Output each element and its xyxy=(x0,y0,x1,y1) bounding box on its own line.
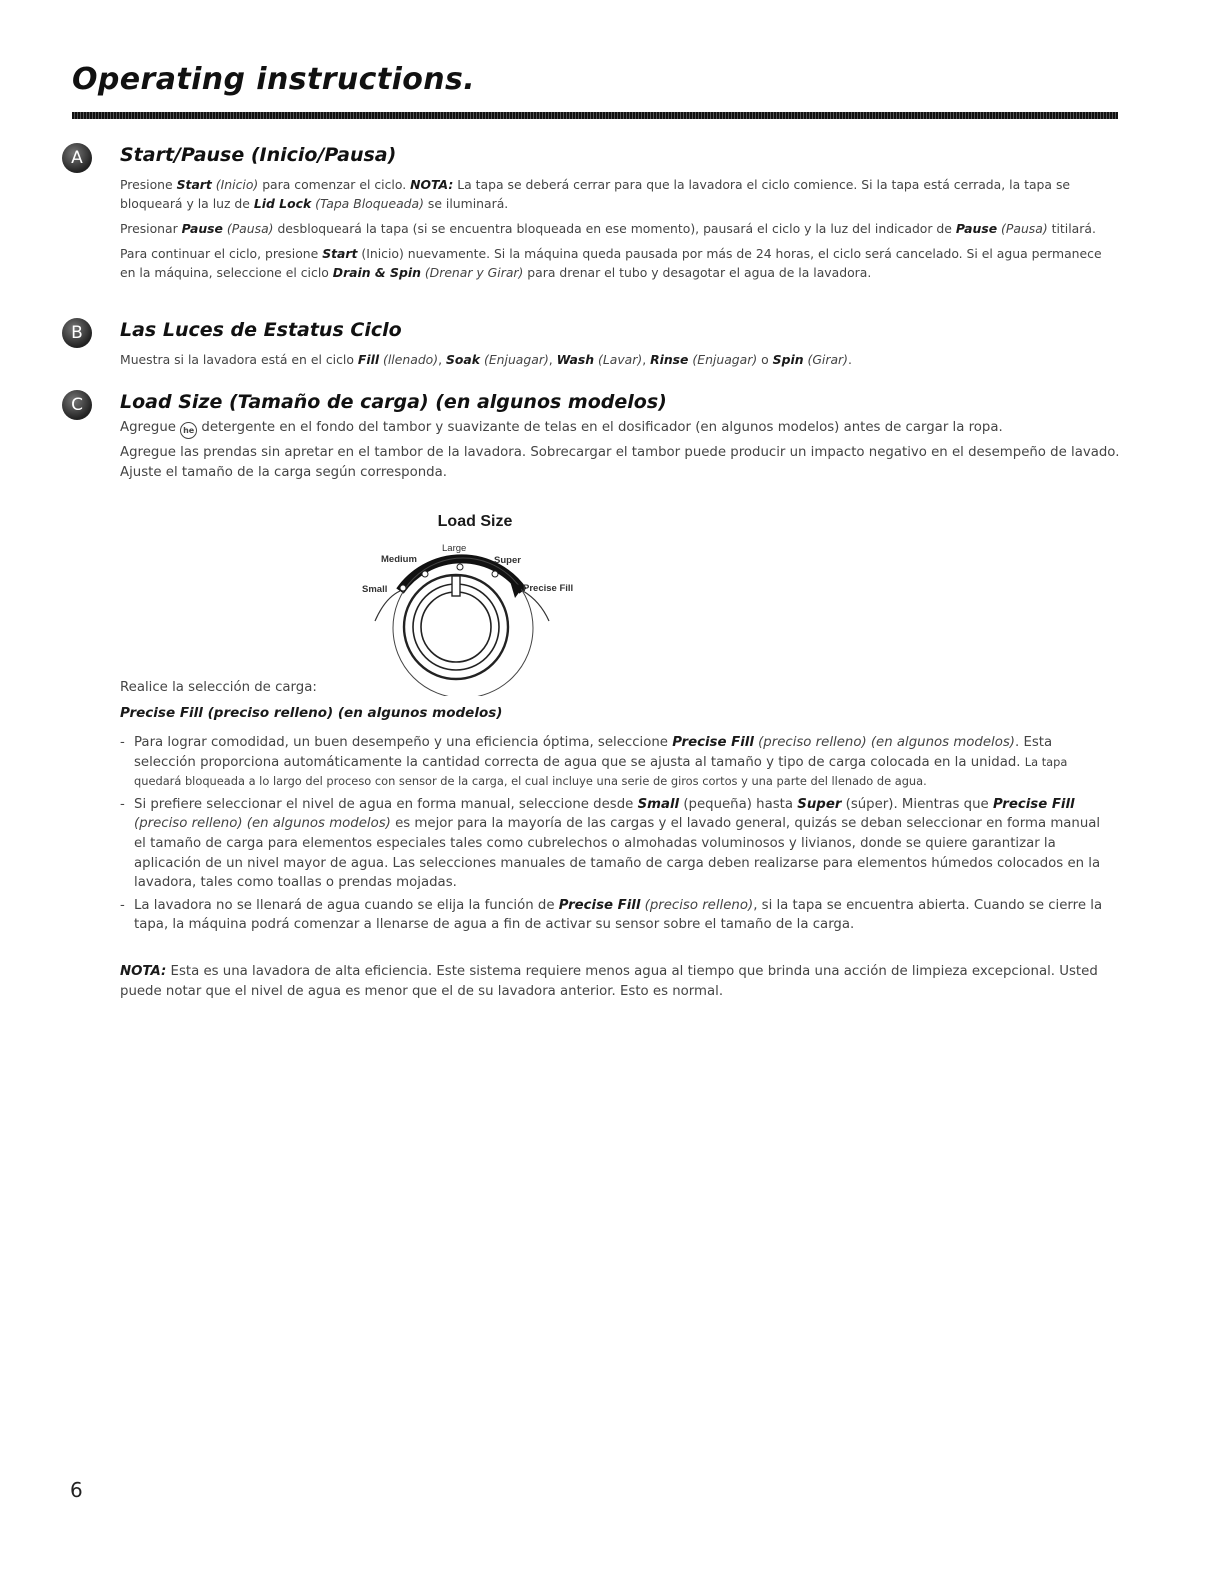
section-badge-a: A xyxy=(62,143,92,173)
section-body-a xyxy=(120,175,1120,288)
dial-label-small: Small xyxy=(362,584,388,595)
dial-dot-small xyxy=(400,585,406,591)
dial-dot-super xyxy=(492,571,498,577)
load-size-dial xyxy=(345,536,585,696)
loading-paragraph: Agregue las prendas sin apretar en el tambor de la lavadora. Sobrecargar el tambor puede producir un impacto negativo en el desempeño de lavado. Ajuste el tamaño de la carga según corresponda. xyxy=(120,445,1120,480)
knob-inner-ring xyxy=(413,584,499,670)
knob-center xyxy=(421,592,491,662)
section-title-status-lights: Las Luces de Estatus Ciclo xyxy=(120,319,402,341)
section-badge-b: B xyxy=(62,318,92,348)
list-item: - La lavadora no se llenará de agua cuando se elija la función de Precise Fill (preciso relleno), si la tapa se encuentra abierta. Cuando se cierre la tapa, la máquina podrá comenzar a llenarse de agua a fin de activar su sensor sobre el tamaño de la carga. xyxy=(120,897,1103,933)
he-detergent-icon: he xyxy=(180,422,197,439)
list-item: - Si prefiere seleccionar el nivel de agua en forma manual, seleccione desde Small (pequeña) hasta Super (súper). Mientras que Precise Fill (preciso relleno) (en algunos modelos) es mejor para la mayoría de las cargas y el lavado general, quizás se deban seleccionar en forma manual el tamaño de carga para elementos especiales tales como cubrelechos o almohadas voluminosos y livianos, donde se quiere garantizar la aplicación de un nivel mayor de agua. Las selecciones manuales de tamaño de carga deben realizarse para elementos húmedos colocados en la lavadora, tales como toallas o prendas mojadas. xyxy=(120,796,1101,891)
dial-label-medium: Medium xyxy=(381,554,417,565)
list-item: - Para lograr comodidad, un buen desempeño y una eficiencia óptima, seleccione Precise Fill (preciso relleno) (en algunos modelos). Esta selección proporciona automáticamente la cantidad correcta de agua que se ajusta al tamaño y tipo de carga colocada en la unidad. La tapa quedará bloqueada a lo largo del proceso con sensor de la carga, el cual incluye una serie de giros cortos y una parte del llenado de agua. xyxy=(120,735,1068,789)
dial-label-super: Super xyxy=(494,555,521,566)
efficiency-note: NOTA: Esta es una lavadora de alta eficiencia. Este sistema requiere menos agua al tiempo que brinda una acción de limpieza excepcional. Usted puede notar que el nivel de agua es menor que el de su lavadora anterior. Esto es normal. xyxy=(120,964,1098,999)
detergent-paragraph: Agregue he detergente en el fondo del tambor y suavizante de telas en el dosificador (en algunos modelos) antes de cargar la ropa. xyxy=(120,418,1120,439)
section-body-b xyxy=(120,350,1120,375)
start-paragraph: Presione Start (Inicio) para comenzar el ciclo. NOTA: La tapa se deberá cerrar para que la lavadora el ciclo comience. Si la tapa está cerrada, la tapa se bloqueará y la luz de Lid Lock (Tapa Bloqueada) se iluminará. xyxy=(120,177,1071,211)
section-badge-c: C xyxy=(62,390,92,420)
dial-outer-ring xyxy=(393,558,533,696)
load-selection-prompt: Realice la selección de carga: xyxy=(120,680,317,695)
page-number: 6 xyxy=(70,1478,83,1502)
precise-fill-list xyxy=(120,733,1115,938)
status-lights-paragraph: Muestra si la lavadora está en el ciclo Fill (llenado), Soak (Enjuagar), Wash (Lavar), Rinse (Enjuagar) o Spin (Girar). xyxy=(120,352,852,367)
load-size-caption: Load Size xyxy=(437,513,513,530)
dial-dot-medium xyxy=(422,571,428,577)
section-title-start-pause: Start/Pause (Inicio/Pausa) xyxy=(120,144,397,166)
knob-pointer xyxy=(452,576,460,596)
dial-label-precise-fill: Precise Fill xyxy=(523,583,574,594)
dial-dot-large xyxy=(457,564,463,570)
dial-right-arc xyxy=(523,591,549,621)
dial-label-large: Large xyxy=(442,543,467,554)
pause-paragraph: Presionar Pause (Pausa) desbloqueará la tapa (si se encuentra bloqueada en ese momento), pausará el ciclo y la luz del indicador de Pause (Pausa) titilará. xyxy=(120,221,1096,236)
section-body-c xyxy=(120,418,1120,487)
title-rule xyxy=(72,112,1118,119)
precise-fill-subheading: Precise Fill (preciso relleno) (en algunos modelos) xyxy=(120,705,503,721)
section-title-load-size: Load Size (Tamaño de carga) (en algunos modelos) xyxy=(120,391,667,413)
continue-paragraph: Para continuar el ciclo, presione Start (Inicio) nuevamente. Si la máquina queda pausada por más de 24 horas, el ciclo será cancelado. Si el agua permanece en la máquina, seleccione el ciclo Drain & Spin (Drenar y Girar) para drenar el tubo y desagotar el agua de la lavadora. xyxy=(120,246,1102,280)
page-title: Operating instructions. xyxy=(72,62,476,97)
